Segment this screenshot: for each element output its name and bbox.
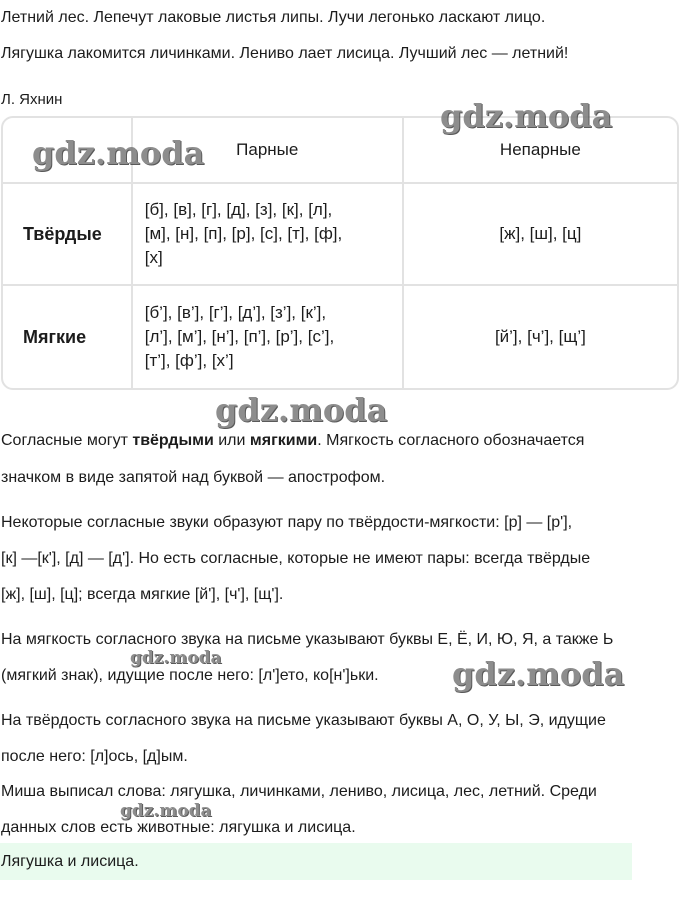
watermark: gdz.moda xyxy=(215,391,388,429)
row-label-soft: Мягкие xyxy=(3,286,133,388)
table-header-row xyxy=(3,118,677,184)
row-label-hard: Твёрдые xyxy=(3,184,133,286)
poem-line-2: Лягушка лакомится личинками. Лениво лает лисица. Лучший лес — летний! xyxy=(1,45,569,62)
bold-term-hard: твёрдыми xyxy=(132,432,214,449)
hard-unpaired-cell: [ж], [ш], [ц] xyxy=(404,184,677,286)
text-fragment: Согласные могут xyxy=(1,432,133,449)
soft-paired-cell xyxy=(133,286,404,388)
table-row xyxy=(3,286,677,388)
paragraph-5-line-1: Миша выписал слова: лягушка, личинками, лениво, лисица, лес, летний. Среди xyxy=(1,783,597,800)
watermark: gdz.moda xyxy=(452,655,625,693)
hard-paired-cell xyxy=(133,184,404,286)
hard-paired-line: [б], [в], [г], [д], [з], [к], [л], xyxy=(144,200,333,219)
soft-paired-line: [б’], [в’], [г’], [д’], [з’], [к’], xyxy=(144,303,327,322)
poem-author: Л. Яхнин xyxy=(1,91,63,108)
paragraph-4-line-1: На твёрдость согласного звука на письме указывают буквы А, О, У, Ы, Э, идущие xyxy=(1,712,606,729)
soft-paired-line: [т’], [ф’], [х’] xyxy=(144,351,234,370)
paragraph-2-line-3: [ж], [ш], [ц]; всегда мягкие [й'], [ч'], [щ']. xyxy=(1,586,284,603)
text-fragment: или xyxy=(213,432,250,449)
paragraph-5-line-2: данных слов есть животные: лягушка и лисица. xyxy=(1,819,356,836)
text-fragment: . Мягкость согласного обозначается xyxy=(317,432,585,449)
bold-term-soft: мягкими xyxy=(249,432,318,449)
paragraph-3-line-1: На мягкость согласного звука на письме указывают буквы Е, Ё, И, Ю, Я, а также Ь xyxy=(1,631,614,648)
paragraph-1-line-1 xyxy=(1,431,584,451)
table-header-paired: Парные xyxy=(133,118,404,184)
poem-line-1: Летний лес. Лепечут лаковые листья липы. Лучи легонько ласкают лицо. xyxy=(1,9,546,26)
soft-unpaired-cell: [й’], [ч’], [щ’] xyxy=(494,327,586,346)
watermark: gdz.moda xyxy=(440,97,613,135)
table-header-unpaired: Непарные xyxy=(404,118,677,184)
watermark: gdz.moda xyxy=(32,134,205,172)
table-header-empty xyxy=(3,118,133,184)
hard-paired-line: [х] xyxy=(144,248,163,267)
soft-paired-line: [л’], [м’], [н’], [п’], [р’], [с’], xyxy=(144,327,335,346)
paragraph-2-line-2: [к] —[к'], [д] — [д']. Но есть согласные, которые не имеют пары: всегда твёрдые xyxy=(1,550,591,567)
paragraph-2-line-1: Некоторые согласные звуки образуют пару по твёрдости-мягкости: [р] — [р'], xyxy=(1,514,573,531)
answer-box: Лягушка и лисица. xyxy=(0,843,632,880)
table-row xyxy=(3,184,677,286)
paragraph-4-line-2: после него: [л]ось, [д]ым. xyxy=(1,748,188,765)
hard-paired-line: [м], [н], [п], [р], [с], [т], [ф], xyxy=(144,224,343,243)
watermark: gdz.moda xyxy=(120,801,212,821)
paragraph-3-line-2: (мягкий знак), идущие после него: [л']ето, ко[н']ьки. xyxy=(1,667,379,684)
watermark: gdz.moda xyxy=(130,648,222,668)
consonants-table xyxy=(1,116,679,390)
paragraph-1-line-2: значком в виде запятой над буквой — апострофом. xyxy=(1,469,386,486)
